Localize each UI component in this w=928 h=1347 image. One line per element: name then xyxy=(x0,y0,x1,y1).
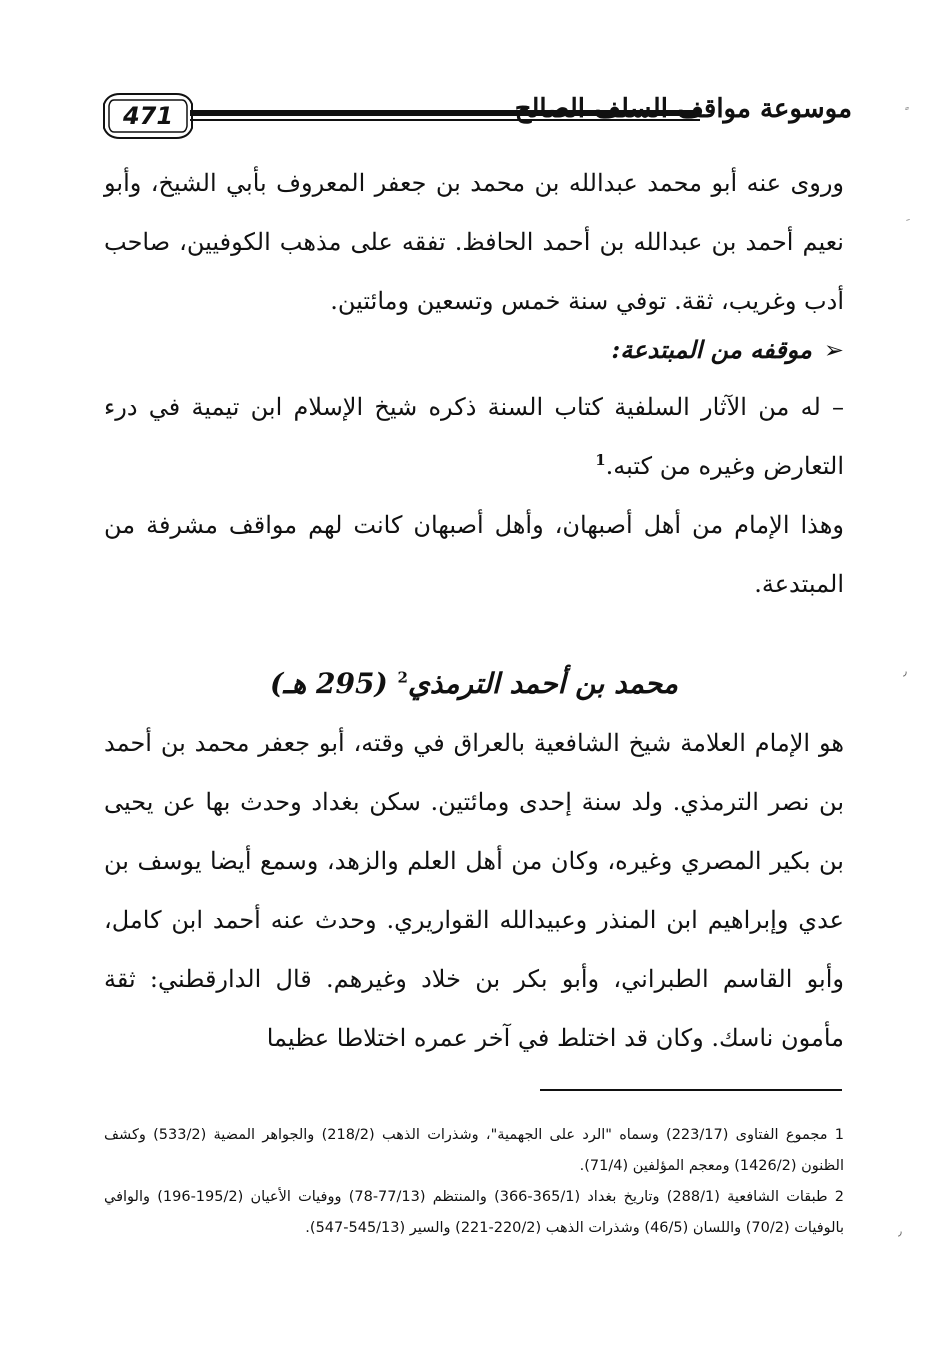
paragraph-text: – له من الآثار السلفية كتاب السنة ذكره شيخ الإسلام ابن تيمية في درء التعارض وغيره من كتبه. xyxy=(104,393,844,480)
paragraph: هو الإمام العلامة شيخ الشافعية بالعراق في وقته، أبو جعفر محمد بن أحمد بن نصر الترمذي. ولد سنة إحدى ومائتين. سكن بغداد وحدث بها عن يحيى بن بكير المصري وغيره، وكان من أهل العلم والزهد، وسمع أيضا يوسف بن عدي وإبراهيم ابن المنذر وعبيدالله القواريري. وحدث عنه أحمد ابن كامل، وأبو القاسم الطبراني، وأبو بكر بن خلاد وغيرهم. قال الدارقطني: ثقة مأمون ناسك. وكان قد اختلط في آخر عمره اختلاطا عظيما xyxy=(104,729,844,1052)
section-heading xyxy=(104,330,844,370)
person-name: محمد بن أحمد الترمذي xyxy=(407,667,678,700)
paragraph: وروى عنه أبو محمد عبدالله بن محمد بن جعفر المعروف بأبي الشيخ، وأبو نعيم أحمد بن عبدالله بن أحمد الحافظ. تفقه على مذهب الكوفيين، صاحب أدب وغريب، ثقة. توفي سنة خمس وتسعين ومائتين. xyxy=(104,169,844,315)
person-heading xyxy=(104,660,844,708)
footnotes xyxy=(104,1120,844,1244)
arrow-icon: ➢ xyxy=(823,336,844,364)
series-title: موسوعة مواقف السلف الصالح xyxy=(514,94,852,124)
page-header xyxy=(100,88,852,148)
footnote-ref[interactable]: 2 xyxy=(397,668,408,687)
paragraph xyxy=(104,378,844,496)
section-heading-text: موقفه من المبتدعة: xyxy=(611,335,812,364)
margin-speck: ٫ xyxy=(903,664,907,678)
footnote-ref[interactable]: 1 xyxy=(595,451,606,469)
page-number: 471 xyxy=(122,102,174,130)
footnote: 1 مجموع الفتاوى (223/17) وسماه "الرد على الجهمية"، وشذرات الذهب (218/2) والجواهر المضية (533/2) وكشف الظنون (1426/2) ومعجم المؤلفين (71/4). xyxy=(104,1127,844,1174)
paragraph: وهذا الإمام من أهل أصبهان، وأهل أصبهان كانت لهم مواقف مشرفة من المبتدعة. xyxy=(104,511,844,598)
footnote-rule xyxy=(540,1089,842,1091)
death-year: (295 هـ) xyxy=(270,667,398,700)
footnote: 2 طبقات الشافعية (288/1) وتاريخ بغداد (365/1-366) والمنتظم (77/13-78) ووفيات الأعيان (195/2-196) والوافي بالوفيات (70/2) واللسان (46/5) وشذرات الذهب (220/2-221) والسير (545/13-547). xyxy=(104,1189,844,1236)
margin-speck: ٫ xyxy=(898,1224,902,1238)
